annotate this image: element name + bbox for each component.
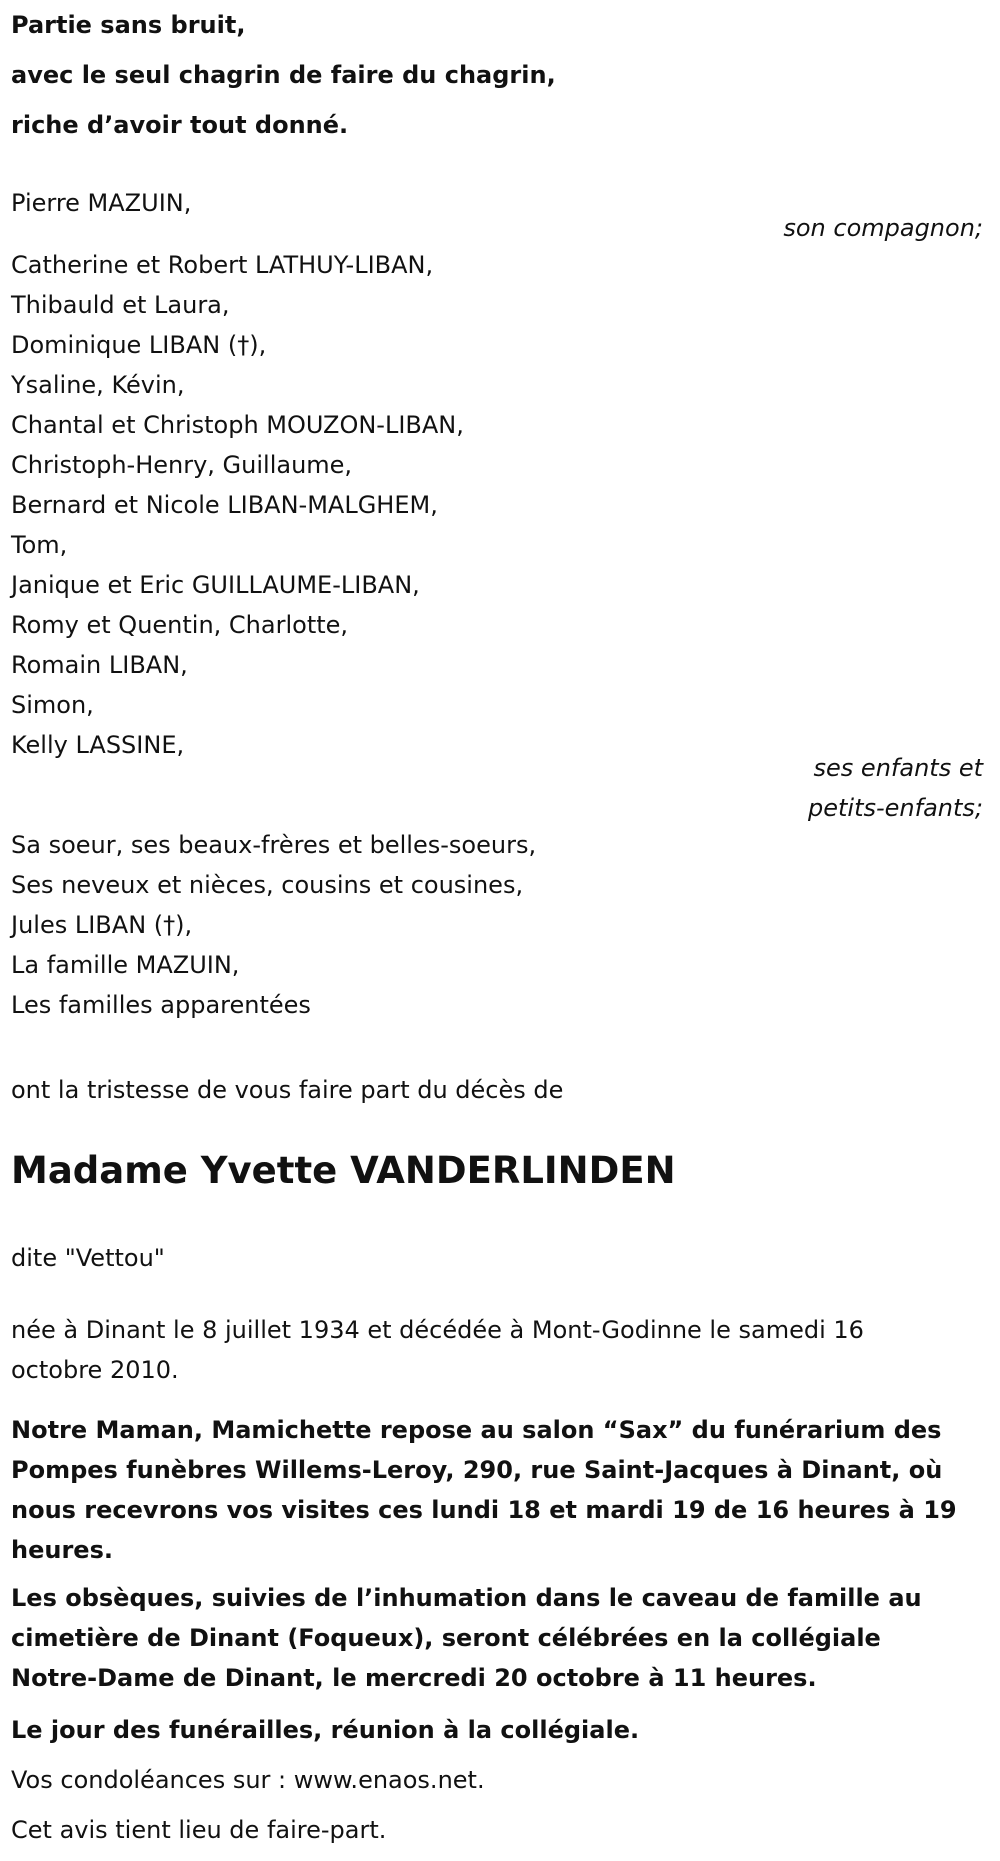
- list-item: Christoph-Henry, Guillaume,: [11, 451, 353, 479]
- meeting-info: Le jour des funérailles, réunion à la collégiale.: [11, 1716, 640, 1744]
- deceased-name: Madame Yvette VANDERLINDEN: [11, 1149, 676, 1192]
- list-item: Kelly LASSINE,: [11, 731, 185, 759]
- intro-line: Partie sans bruit,: [11, 11, 246, 39]
- list-item: Les familles apparentées: [11, 991, 311, 1019]
- visitation-line: nous recevrons vos visites ces lundi 18 et mardi 19 de 16 heures à 19: [11, 1496, 957, 1524]
- list-item: Romain LIBAN,: [11, 651, 188, 679]
- visitation-line: Notre Maman, Mamichette repose au salon “Sax” du funérarium des: [11, 1416, 942, 1444]
- list-item: Bernard et Nicole LIBAN-MALGHEM,: [11, 491, 438, 519]
- list-item: Sa soeur, ses beaux-frères et belles-soeurs,: [11, 831, 537, 859]
- funeral-line: cimetière de Dinant (Foqueux), seront célébrées en la collégiale: [11, 1624, 881, 1652]
- intro-line: riche d’avoir tout donné.: [11, 111, 349, 139]
- children-role: ses enfants et: [813, 754, 983, 782]
- companion-role: son compagnon;: [783, 214, 983, 242]
- list-item: Simon,: [11, 691, 94, 719]
- list-item: Jules LIBAN (†),: [11, 911, 193, 939]
- list-item: Ysaline, Kévin,: [11, 371, 185, 399]
- visitation-line: heures.: [11, 1536, 113, 1564]
- visitation-line: Pompes funèbres Willems-Leroy, 290, rue Saint-Jacques à Dinant, où: [11, 1456, 943, 1484]
- list-item: Ses neveux et nièces, cousins et cousines,: [11, 871, 524, 899]
- condolences-info: Vos condoléances sur : www.enaos.net.: [11, 1766, 485, 1794]
- list-item: La famille MAZUIN,: [11, 951, 240, 979]
- announcement-text: ont la tristesse de vous faire part du décès de: [11, 1076, 564, 1104]
- notice-text: Cet avis tient lieu de faire-part.: [11, 1816, 387, 1844]
- list-item: Dominique LIBAN (†),: [11, 331, 267, 359]
- list-item: Tom,: [11, 531, 68, 559]
- list-item: Romy et Quentin, Charlotte,: [11, 611, 349, 639]
- deceased-nickname: dite "Vettou": [11, 1244, 165, 1272]
- dates-line: octobre 2010.: [11, 1356, 179, 1384]
- children-role: petits-enfants;: [808, 794, 983, 822]
- companion-name: Pierre MAZUIN,: [11, 189, 192, 217]
- intro-line: avec le seul chagrin de faire du chagrin,: [11, 61, 556, 89]
- list-item: Janique et Eric GUILLAUME-LIBAN,: [11, 571, 420, 599]
- funeral-line: Notre-Dame de Dinant, le mercredi 20 octobre à 11 heures.: [11, 1664, 817, 1692]
- list-item: Catherine et Robert LATHUY-LIBAN,: [11, 251, 434, 279]
- funeral-line: Les obsèques, suivies de l’inhumation dans le caveau de famille au: [11, 1584, 922, 1612]
- dates-line: née à Dinant le 8 juillet 1934 et décédée à Mont-Godinne le samedi 16: [11, 1316, 864, 1344]
- list-item: Thibauld et Laura,: [11, 291, 230, 319]
- list-item: Chantal et Christoph MOUZON-LIBAN,: [11, 411, 464, 439]
